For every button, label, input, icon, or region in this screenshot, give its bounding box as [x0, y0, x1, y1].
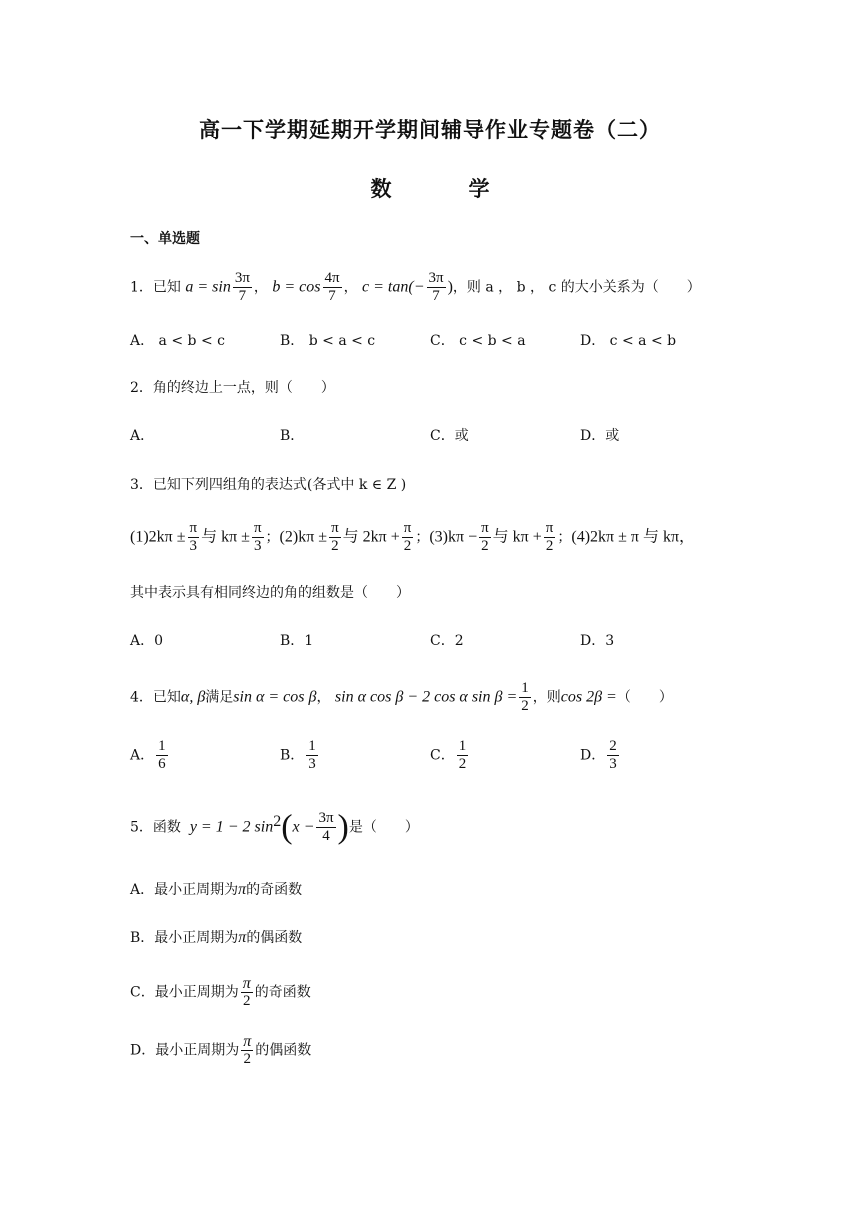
q4-eq2: sin α cos β − 2 cos α sin β = [334, 688, 518, 706]
option-label: D．最小正周期为 [130, 1042, 240, 1059]
q1-number: 1． [130, 279, 153, 296]
q1-a-den: 7 [238, 288, 247, 304]
q3-frac-2 [252, 520, 264, 555]
q1-b-expr: b = cos [272, 278, 321, 296]
q3-frac-3 [329, 520, 341, 555]
frac-den: 2 [545, 538, 554, 554]
frac-num: 1 [308, 738, 316, 754]
q3-angle-groups [130, 520, 695, 555]
q2-option-a[interactable]: A． [130, 428, 155, 444]
option-label: C．最小正周期为 [130, 984, 239, 1001]
q5-prefix: 5．函数 [130, 819, 181, 836]
frac-num: 1 [521, 680, 529, 696]
option-label: A．最小正周期为 [130, 882, 239, 898]
separator: ； [557, 529, 572, 546]
q4-option-a[interactable] [130, 738, 170, 773]
q4-option-c[interactable] [430, 738, 470, 773]
frac-den: 6 [158, 756, 166, 772]
question-5-stem [130, 810, 419, 845]
frac-num: 2 [609, 738, 617, 754]
q5-option-c[interactable] [130, 975, 311, 1010]
frac-num: π [243, 1033, 252, 1050]
q3-option-b[interactable]: B．1 [280, 633, 314, 649]
frac-num: π [403, 520, 412, 536]
option-tail: 的偶函数 [246, 930, 303, 946]
frac-num: π [481, 520, 489, 536]
q1-a-fraction [233, 270, 252, 305]
q2-option-c[interactable]: C．或 [430, 428, 469, 444]
q1-c-num: 3π [428, 270, 444, 286]
q1-c-expr: c = tan(− [362, 278, 425, 296]
q3-tail: 其中表示具有相同终边的角的组数是（ ） [130, 585, 410, 601]
frac-den: 2 [458, 756, 467, 772]
option-value: π [238, 929, 247, 946]
q1-prefix: 已知 [152, 279, 181, 296]
q5-expr: y = 1 − 2 sin [189, 818, 274, 836]
q5-fraction [316, 810, 335, 845]
q4-mid2: ，则 [532, 689, 561, 706]
frac-num: π [545, 520, 554, 536]
page-title: 高一下学期延期开学期间辅导作业专题卷（二） [199, 118, 661, 142]
q1-option-d[interactable]: D． c < a < b [580, 333, 677, 349]
q4-vars: α, β [180, 688, 206, 706]
question-1-stem: 1．已知 a = sin $\frac{3\pi}{7}$ ， b = cos $\frac{4\pi}{7}$ ， c = tan(− $\frac{3\pi}{7}$ )，则 a ， b ， c 的大小关系为（ ） [130, 270, 701, 304]
option-label: B．最小正周期为 [130, 930, 239, 946]
q1-b-fraction [323, 270, 342, 305]
q3-option-c[interactable]: C．2 [430, 633, 464, 649]
question-3-stem: 3．已知下列四组角的表达式(各式中 k ∈ Z ) [130, 477, 407, 493]
option-fraction [457, 738, 469, 773]
option-tail: 的奇函数 [254, 984, 311, 1001]
frac-den: 4 [322, 828, 330, 844]
q4-eq3: cos 2β = [560, 688, 617, 706]
q5-option-d[interactable] [130, 1033, 311, 1068]
option-value: π [238, 881, 247, 898]
q1-option-a[interactable]: A． a < b < c [130, 333, 225, 349]
q3-option-d[interactable]: D．3 [580, 633, 615, 649]
q5-option-b[interactable] [130, 928, 302, 948]
option-fraction [241, 975, 253, 1010]
frac-den: 2 [403, 538, 412, 554]
option-fraction [607, 738, 619, 773]
frac-den: 3 [189, 538, 198, 554]
option-fraction [241, 1033, 253, 1068]
q4-end: （ ） [616, 689, 673, 706]
q3-group3-a: (3)kπ − [429, 528, 478, 546]
q4-prefix: 4．已知 [130, 689, 181, 706]
q4-option-d[interactable] [580, 738, 621, 773]
q4-eq1: sin α = cos β [233, 688, 317, 706]
frac-den: 2 [242, 993, 251, 1009]
q1-a-expr: a = sin [185, 278, 231, 296]
frac-den: 2 [481, 538, 489, 554]
question-4-stem: 4．已知α, β满足sin α = cos β， sin α cos β − 2 cos α sin β = $\frac{1}{2}$ ，则cos 2β =（ ） [130, 680, 673, 714]
option-tail: 的奇函数 [246, 882, 303, 898]
right-paren: ) [337, 808, 349, 846]
frac-num: 1 [158, 738, 166, 754]
separator: ； [415, 529, 430, 546]
frac-num: 3π [318, 810, 334, 826]
frac-den: 2 [521, 698, 529, 714]
frac-den: 2 [243, 1051, 251, 1067]
q3-frac-5 [479, 520, 491, 555]
option-label: B． [280, 747, 305, 764]
q4-mid1: 满足 [205, 689, 234, 706]
q5-option-a[interactable] [130, 880, 302, 900]
frac-num: π [331, 520, 339, 536]
q3-frac-1 [188, 520, 200, 555]
q1-b-den: 7 [328, 288, 336, 304]
option-fraction [306, 738, 318, 773]
q1-a-num: 3π [234, 270, 250, 286]
q1-option-b[interactable]: B． b < a < c [280, 333, 376, 349]
q3-option-a[interactable]: A．0 [130, 633, 164, 649]
q3-group2-a: (2)kπ ± [279, 528, 328, 546]
q3-group3-b: 与 kπ + [492, 528, 542, 546]
frac-num: π [189, 520, 198, 536]
q4-half-fraction [519, 680, 531, 715]
q1-b-num: 4π [324, 270, 340, 286]
section-title: 一、单选题 [130, 231, 200, 247]
frac-num: π [242, 975, 251, 992]
q3-frac-4 [402, 520, 414, 555]
option-label: C． [430, 747, 455, 764]
frac-den: 3 [609, 756, 617, 772]
frac-den: 3 [254, 538, 262, 554]
q3-frac-6 [544, 520, 556, 555]
frac-den: 3 [308, 756, 316, 772]
q1-c-fraction [427, 270, 446, 305]
frac-den: 2 [331, 538, 339, 554]
left-paren: ( [281, 808, 293, 846]
q1-suffix: ，则 a ， b ， c 的大小关系为（ ） [452, 279, 701, 296]
question-2-stem: 2．角的终边上一点，则（ ） [130, 380, 335, 396]
q4-option-b[interactable] [280, 738, 320, 773]
option-tail: 的偶函数 [255, 1042, 312, 1059]
q5-end: 是（ ） [348, 819, 419, 836]
frac-num: π [253, 520, 262, 536]
q3-group4: (4)2kπ ± π 与 kπ， [571, 528, 696, 546]
q2-option-d[interactable]: D．或 [580, 428, 620, 444]
option-fraction [156, 738, 168, 773]
frac-num: 1 [458, 738, 467, 754]
q1-c-den: 7 [432, 288, 440, 304]
subject-heading: 数 学 [370, 177, 518, 201]
q2-option-b[interactable]: B． [280, 428, 305, 444]
option-label: A． [130, 747, 155, 764]
q3-group1-a: (1)2kπ ± [130, 528, 186, 546]
q1-option-c[interactable]: C． c < b < a [430, 333, 526, 349]
option-label: D． [580, 747, 606, 764]
q5-inner: x − [292, 818, 315, 836]
separator: ； [265, 529, 280, 546]
q3-group1-b: 与 kπ ± [201, 528, 250, 546]
q3-group2-b: 与 2kπ + [342, 528, 400, 546]
q5-square: 2 [273, 812, 282, 830]
